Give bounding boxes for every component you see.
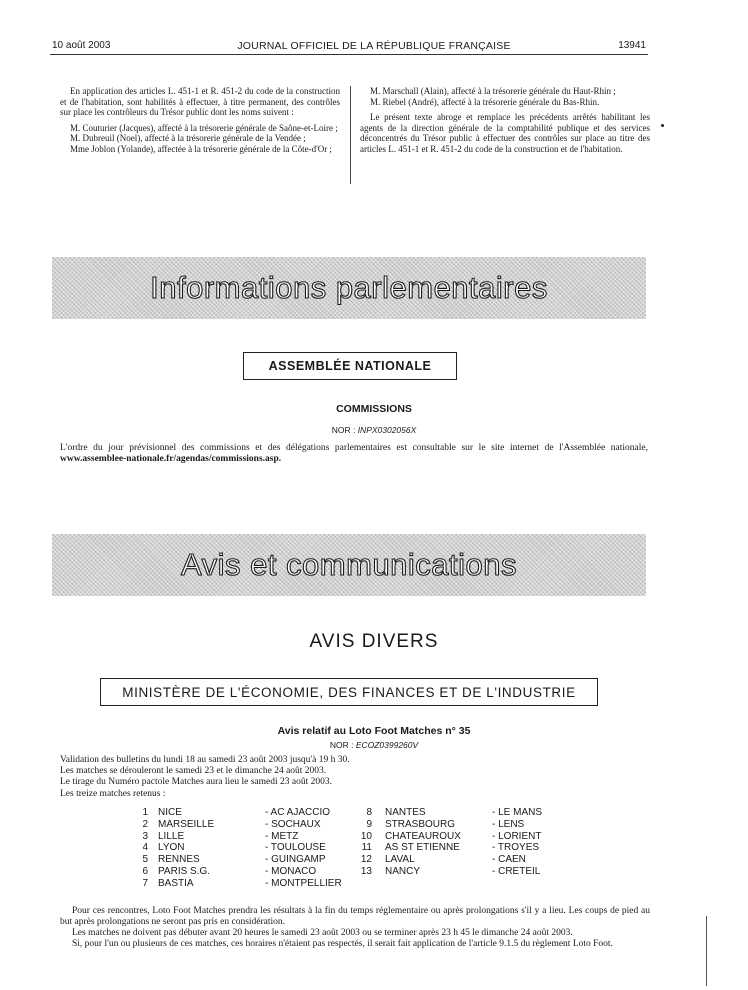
right-item-2: M. Riebel (André), affecté à la trésorerie générale du Bas-Rhin. xyxy=(370,96,600,107)
loto-footer-text xyxy=(60,906,650,950)
match-home-team: NANTES xyxy=(385,807,426,818)
match-number: 10 xyxy=(360,830,372,842)
header-page-number: 13941 xyxy=(618,40,646,51)
matches-list xyxy=(0,807,748,897)
assemblee-nationale-heading: ASSEMBLÉE NATIONALE xyxy=(243,352,457,380)
ministere-heading: MINISTÈRE DE L'ÉCONOMIE, DES FINANCES ET DE L'INDUSTRIE xyxy=(100,678,598,706)
match-home-team: BASTIA xyxy=(158,877,194,889)
match-home-team: STRASBOURG xyxy=(385,818,456,830)
loto-line: Le tirage du Numéro pactole Matches aura lieu le samedi 23 août 2003. xyxy=(60,777,332,788)
match-number: 6 xyxy=(142,866,148,877)
match-away-team: - LENS xyxy=(492,818,525,830)
commissions-body: L'ordre du jour prévisionnel des commissions et des délégations parlementaires est consultable sur le site internet de l'Assemblée nationale, xyxy=(60,443,648,453)
match-home-team: LAVAL xyxy=(385,854,415,866)
match-away-team: - SOCHAUX xyxy=(265,818,321,830)
match-away-team: - AC AJACCIO xyxy=(265,807,331,818)
match-number: 8 xyxy=(366,807,372,818)
match-away-team: - MONACO xyxy=(265,866,317,877)
nor-label: NOR : xyxy=(329,740,354,750)
match-away-team: - LORIENT xyxy=(492,830,542,842)
left-intro: En application des articles L. 451-1 et R. 451-2 du code de la construction et de l'habitation, sont habilités à effectuer, à titre permanent, des contrôles sur place les contrôleurs du Trésor public dont les noms suivent : xyxy=(60,86,340,118)
section-banner-informations xyxy=(52,257,646,319)
match-home-team: LYON xyxy=(158,842,185,854)
left-item-1: M. Couturier (Jacques), affecté à la trésorerie générale de Saône-et-Loire ; xyxy=(70,122,338,133)
banner-title: Informations parlementaires xyxy=(150,270,548,305)
loto-line: Les treize matches retenus : xyxy=(60,788,166,799)
nor-label: NOR : xyxy=(331,425,356,435)
match-away-team: - METZ xyxy=(265,830,299,842)
match-number: 7 xyxy=(142,877,148,889)
left-item-3: Mme Joblon (Yolande), affectée à la trésorerie générale de la Côte-d'Or ; xyxy=(70,143,332,154)
match-away-team: - CAEN xyxy=(492,854,526,866)
left-item-2: M. Dubreuil (Noel), affecté à la trésorerie générale de la Vendée ; xyxy=(70,133,306,144)
loto-footer-paragraph: Pour ces rencontres, Loto Foot Matches prendra les résultats à la fin du temps réglementaire ou après prolongations s'il y a lieu. Les coups de pied au but après prolongations ne seront pas pris en considération. xyxy=(60,906,650,927)
header-date: 10 août 2003 xyxy=(52,40,111,51)
stray-dot-mark xyxy=(661,124,664,127)
loto-line: Les matches se dérouleront le samedi 23 et le dimanche 24 août 2003. xyxy=(60,766,327,777)
match-home-team: NANCY xyxy=(385,866,421,877)
scan-edge-mark xyxy=(706,916,707,986)
loto-footer-paragraph: Si, pour l'un ou plusieurs de ces matches, ces horaires n'étaient pas respectés, il serait fait application de l'article 9.1.5 du règlement Loto Foot. xyxy=(72,939,613,949)
match-home-team: MARSEILLE xyxy=(158,818,215,830)
match-number: 2 xyxy=(142,818,148,830)
right-closing: Le présent texte abroge et remplace les précédents arrêtés habilitant les agents de la direction générale de la comptabilité publique et des services déconcentrés du Trésor public à effectuer des contrôles sur place au titre des articles L. 451-1 et R. 451-2 du code de la construction et de l'habitation. xyxy=(360,112,650,154)
loto-avis-title: Avis relatif au Loto Foot Matches n° 35 xyxy=(277,725,471,737)
match-away-team: - LE MANS xyxy=(492,807,543,818)
match-number: 11 xyxy=(361,842,372,854)
commissions-text xyxy=(60,443,648,465)
match-away-team: - TROYES xyxy=(492,842,540,854)
nor-code: INPX0302056X xyxy=(357,425,417,435)
nor-reference xyxy=(0,425,748,435)
match-number: 12 xyxy=(360,854,372,866)
column-divider xyxy=(350,86,351,184)
avis-divers-heading: AVIS DIVERS xyxy=(309,631,439,652)
banner-title: Avis et communications xyxy=(180,547,518,582)
match-home-team: NICE xyxy=(158,807,182,818)
section-banner-avis xyxy=(52,534,646,596)
right-item-1: M. Marschall (Alain), affecté à la trésorerie générale du Haut-Rhin ; xyxy=(370,86,616,96)
left-column xyxy=(60,86,340,155)
match-home-team: AS ST ETIENNE xyxy=(385,842,460,854)
header-journal-title: JOURNAL OFFICIEL DE LA RÉPUBLIQUE FRANÇAISE xyxy=(237,40,511,52)
match-number: 3 xyxy=(142,830,148,842)
loto-info-lines xyxy=(60,755,650,800)
match-home-team: RENNES xyxy=(158,854,200,866)
header-rule xyxy=(50,54,648,55)
match-number: 9 xyxy=(366,818,372,830)
loto-line: Validation des bulletins du lundi 18 au samedi 23 août 2003 jusqu'à 19 h 30. xyxy=(60,755,350,765)
nor-code: ECOZ0399260V xyxy=(355,740,419,750)
match-away-team: - TOULOUSE xyxy=(265,842,326,854)
match-number: 1 xyxy=(142,807,148,818)
match-number: 5 xyxy=(142,854,148,866)
match-home-team: LILLE xyxy=(158,830,185,842)
match-away-team: - MONTPELLIER xyxy=(265,877,342,889)
loto-footer-paragraph: Les matches ne doivent pas débuter avant 20 heures le samedi 23 août 2003 ou se terminer après 23 h 45 le dimanche 24 août 2003. xyxy=(72,928,573,938)
match-away-team: - GUINGAMP xyxy=(265,854,326,866)
match-home-team: CHATEAUROUX xyxy=(385,830,461,842)
nor-reference xyxy=(0,740,748,750)
commissions-title: COMMISSIONS xyxy=(336,403,412,415)
match-home-team: PARIS S.G. xyxy=(158,866,211,877)
match-number: 13 xyxy=(360,866,372,877)
match-away-team: - CRETEIL xyxy=(492,866,541,877)
right-column xyxy=(360,86,650,160)
match-number: 4 xyxy=(142,842,148,854)
commissions-url-link[interactable]: www.assemblee-nationale.fr/agendas/commissions.asp. xyxy=(60,454,282,464)
